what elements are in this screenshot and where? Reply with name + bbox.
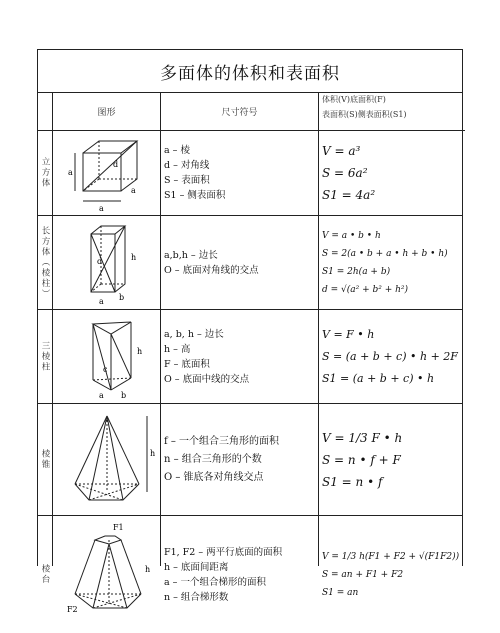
symbol-line: O – 锥底各对角线交点: [164, 471, 264, 483]
formula-line: S1 = 2h(a + b): [322, 266, 391, 277]
formula-line: V = a • b • h: [322, 230, 381, 241]
formula-line: V = 1/3 h(F1 + F2 + √(F1F2)): [322, 551, 460, 562]
fig-label: h: [137, 347, 143, 356]
header-blank: [38, 92, 52, 131]
fig-label: d: [113, 160, 119, 169]
formula-line: S = an + F1 + F2: [322, 569, 404, 580]
fig-label: a: [131, 186, 136, 195]
page-title: 多面体的体积和表面积: [38, 50, 462, 93]
row-frustum: [38, 516, 462, 614]
symbol-line: a, b, h – 边长: [164, 328, 224, 340]
formula-line: d = √(a² + b² + h²): [322, 284, 409, 295]
symbols-cell: [162, 216, 318, 309]
row-label: 三棱柱: [40, 340, 50, 373]
symbol-line: d – 对角线: [164, 160, 210, 171]
fig-label: h: [150, 449, 156, 458]
header-figure: 图形: [53, 92, 160, 131]
polyhedra-table: [37, 49, 463, 614]
pyramid-figure: [53, 404, 160, 515]
symbol-line: a – 一个组合梯形的面积: [164, 576, 266, 588]
row-cube: [38, 131, 462, 216]
cuboid-figure: [53, 216, 160, 309]
cube-figure: [53, 131, 160, 215]
symbols-cell: [162, 131, 318, 215]
symbol-line: O – 底面对角线的交点: [164, 264, 259, 276]
symbol-line: f – 一个组合三角形的面积: [164, 435, 280, 447]
formula-line: S1 = an: [322, 587, 359, 598]
fig-label: b: [119, 293, 125, 302]
frustum-figure: [53, 516, 160, 616]
formula-line: V = a³: [322, 144, 361, 158]
formula-cell: [319, 131, 465, 215]
symbol-line: F1, F2 – 两平行底面的面积: [164, 546, 283, 558]
row-label: 棱锥: [40, 449, 50, 470]
fig-label: c: [103, 365, 108, 374]
symbol-line: S1 – 侧表面积: [164, 190, 226, 201]
symbol-line: F – 底面积: [164, 358, 210, 370]
fig-label: F1: [113, 523, 124, 532]
fig-label: a: [99, 204, 104, 213]
row-label: 立方体: [40, 157, 50, 189]
fig-label: a: [99, 297, 104, 306]
symbol-line: O – 底面中线的交点: [164, 373, 250, 385]
formula-line: S1 = (a + b + c) • h: [322, 371, 435, 385]
formula-line: S1 = 4a²: [322, 188, 376, 202]
header-symbols: 尺寸符号: [161, 92, 318, 131]
symbol-line: a – 棱: [164, 145, 190, 156]
fig-label: a: [68, 168, 73, 177]
symbols-cell: [162, 404, 318, 515]
formula-cell: [319, 216, 465, 309]
formula-line: S = 2(a • b + a • h + b • h): [322, 248, 448, 259]
header-formulas-line1: 体积(V)底面积(F): [322, 95, 386, 104]
row-label: 棱台: [40, 564, 50, 585]
formula-cell: [319, 310, 465, 403]
symbol-line: S – 表面积: [164, 175, 210, 186]
row-triangular-prism: [38, 310, 462, 404]
formula-line: V = F • h: [322, 327, 375, 341]
formula-line: S = n • f + F: [322, 452, 401, 467]
formula-cell: [319, 404, 465, 515]
formula-line: S1 = n • f: [322, 474, 383, 489]
header-formulas-line2: 表面积(S)侧表面积(S1): [322, 110, 407, 119]
fig-label: b: [121, 391, 127, 400]
triangular-prism-figure: [53, 310, 160, 403]
row-pyramid: [38, 404, 462, 516]
symbol-line: a,b,h – 边长: [164, 249, 218, 261]
formula-line: S = (a + b + c) • h + 2F: [322, 349, 458, 363]
fig-label: h: [131, 253, 137, 262]
symbols-cell: [162, 516, 318, 633]
header-formulas: [319, 92, 465, 131]
fig-label: h: [145, 565, 151, 574]
fig-label: a: [99, 391, 104, 400]
fig-label: F2: [67, 605, 78, 614]
formula-line: V = 1/3 F • h: [322, 430, 403, 445]
symbol-line: h – 高: [164, 343, 191, 355]
symbol-line: h – 底面间距离: [164, 561, 229, 573]
formula-line: S = 6a²: [322, 166, 368, 180]
row-cuboid: [38, 216, 462, 310]
symbols-cell: [162, 310, 318, 403]
formula-cell: [319, 516, 465, 633]
symbol-line: n – 组合梯形数: [164, 591, 229, 603]
symbol-line: n – 组合三角形的个数: [164, 453, 262, 465]
fig-label: d: [97, 257, 103, 266]
row-label: 长方体（棱柱）: [40, 225, 50, 300]
